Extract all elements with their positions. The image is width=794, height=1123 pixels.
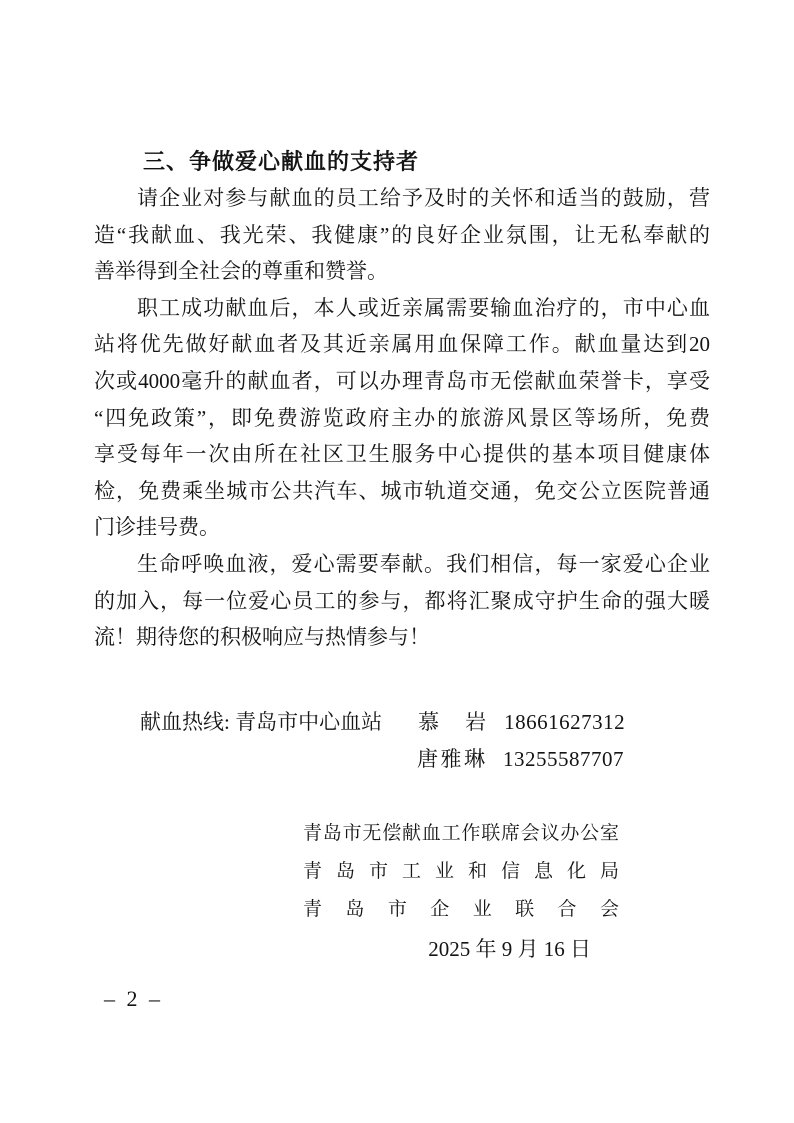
paragraph-line: 站将优先做好献血者及其近亲属用血保障工作。献血量达到20 <box>94 332 710 357</box>
paragraph-line: 请企业对参与献血的员工给予及时的关怀和适当的鼓励，营 <box>137 186 710 210</box>
paragraph-2 <box>94 290 710 546</box>
paragraph-line: 流！期待您的积极响应与热情参与！ <box>94 625 430 650</box>
signature-block <box>303 815 619 968</box>
paragraph-line: 造“我献血、我光荣、我健康”的良好企业氛围，让无私奉献的 <box>94 222 710 247</box>
hotline-label: 献血热线: 青岛市中心血站 <box>140 709 383 734</box>
paragraph-line: 生命呼唤血液，爱心需要奉献。我们相信，每一家爱心企业 <box>137 551 710 576</box>
paragraph-line: “四免政策”，即免费游览政府主办的旅游风景区等场所，免费 <box>94 405 710 430</box>
paragraph-line: 职工成功献血后，本人或近亲属需要输血治疗的，市中心血 <box>137 295 710 320</box>
contact-phone: 13255587707 <box>503 747 624 772</box>
contact-name: 慕岩 <box>418 709 487 734</box>
hotline-row-1 <box>140 704 710 742</box>
paragraph-line: 善举得到全社会的尊重和赞誉。 <box>94 259 388 284</box>
paragraph-line: 门诊挂号费。 <box>94 515 220 540</box>
contact-phone: 18661627312 <box>504 709 626 734</box>
section-heading: 三、争做爱心献血的支持者 <box>143 149 420 174</box>
paragraph-1 <box>94 180 710 290</box>
signature-org-2: 青岛市工业和信息化局 <box>303 861 619 883</box>
hotline-row-2 <box>140 741 710 779</box>
paragraph-line: 次或4000毫升的献血者，可以办理青岛市无偿献血荣誉卡，享受 <box>94 368 710 393</box>
paragraph-line: 享受每年一次由所在社区卫生服务中心提供的基本项目健康体 <box>94 442 710 467</box>
signature-org-3: 青岛市企业联合会 <box>303 899 619 921</box>
hotline-section <box>94 704 710 779</box>
paragraph-line: 的加入，每一位爱心员工的参与，都将汇聚成守护生命的强大暖 <box>94 588 710 613</box>
page-number: – 2 – <box>104 986 163 1011</box>
signature-org-1: 青岛市无偿献血工作联席会议办公室 <box>303 822 619 844</box>
document-body <box>94 143 710 968</box>
signature-date: 2025 年 9 月 16 日 <box>428 936 591 961</box>
paragraph-line: 检，免费乘坐城市公共汽车、城市轨道交通，免交公立医院普通 <box>94 478 710 503</box>
contact-name: 唐雅琳 <box>417 747 485 772</box>
paragraph-3 <box>94 546 710 656</box>
